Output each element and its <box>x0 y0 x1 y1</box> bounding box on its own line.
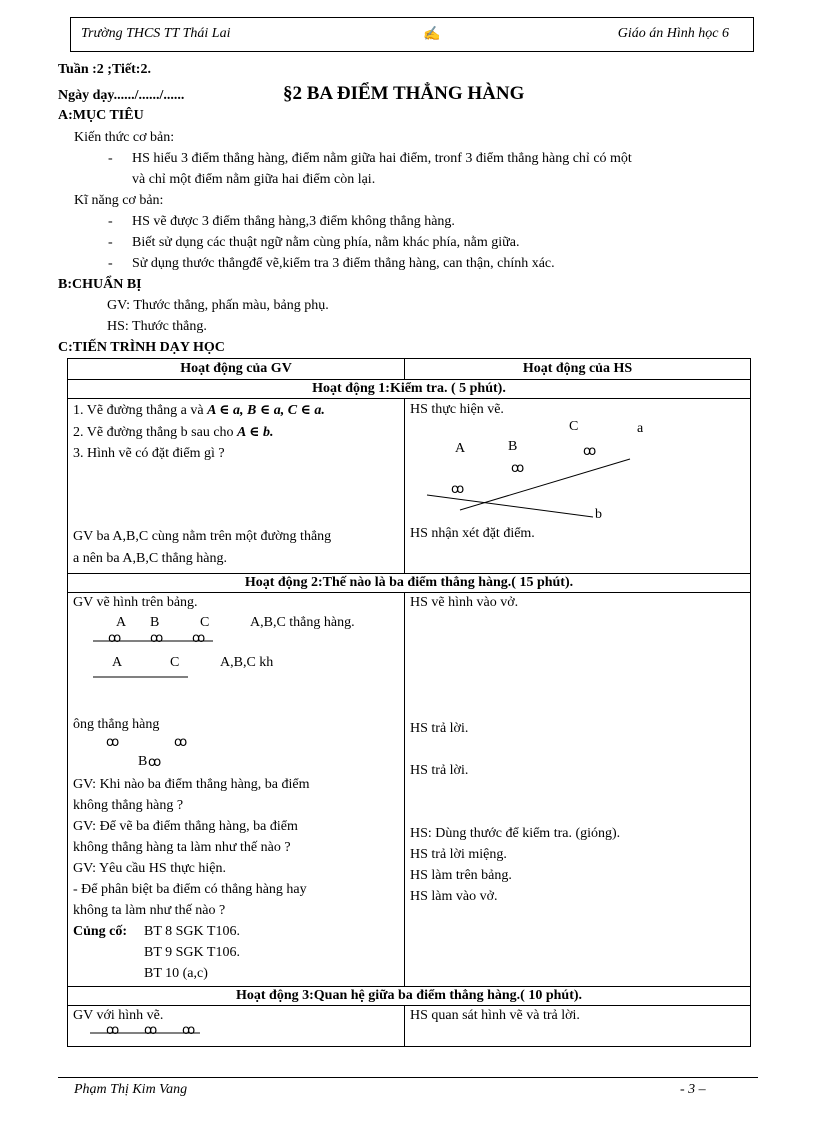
knowledge-item: HS hiểu 3 điểm thẳng hàng, điểm nằm giữa hai điểm, tronf 3 điểm thẳng hàng chỉ có một <box>132 151 632 166</box>
lesson-title: §2 BA ĐIỂM THẲNG HÀNG <box>283 83 525 104</box>
gv-text: GV với hình vẽ. <box>73 1008 164 1023</box>
gv-text: 3. Hình vẽ có đặt điểm gì ? <box>73 446 225 461</box>
point-marker: ꝏ <box>583 444 597 459</box>
point-marker: ꝏ <box>150 631 164 646</box>
point-label: B <box>138 754 148 769</box>
gv-text: a nên ba A,B,C thẳng hàng. <box>73 551 227 566</box>
footer-author: Phạm Thị Kim Vang <box>74 1082 188 1097</box>
activity-3-gv-cell <box>68 1006 405 1047</box>
activity-3-title: Hoạt động 3:Quan hệ giữa ba điểm thẳng hàng.( 10 phút). <box>68 987 751 1006</box>
point-marker: ꝏ <box>511 461 525 476</box>
point-label: B <box>508 439 518 454</box>
gv-text: GV: Yêu cầu HS thực hiện. <box>73 861 226 876</box>
point-label: C <box>200 615 210 630</box>
gv-text: - Để phân biệt ba điểm có thẳng hàng hay <box>73 882 307 897</box>
gv-text: ông thẳng hàng <box>73 717 160 732</box>
point-label: C <box>569 419 579 434</box>
pen-icon: ✍ <box>423 27 441 42</box>
activity-1-gv-cell <box>68 399 405 574</box>
point-marker: ꝏ <box>148 755 162 770</box>
subject-name: Giáo án Hình học 6 <box>617 26 729 41</box>
col-header-hs: Hoạt động của HS <box>405 359 751 380</box>
gv-text: 1. Vẽ đường thẳng a và A ∈ a, B ∈ a, C ∈ a. <box>73 403 325 418</box>
skill-item: Sử dụng thước thẳngđể vẽ,kiểm tra 3 điểm thẳng hàng, can thận, chính xác. <box>132 256 555 271</box>
section-c-heading: C:TIẾN TRÌNH DẠY HỌC <box>58 340 225 355</box>
bullet-dash: - <box>108 151 113 166</box>
point-label: A <box>112 655 123 670</box>
gv-materials: GV: Thước thẳng, phấn màu, bảng phụ. <box>107 298 329 313</box>
school-name: Trường THCS TT Thái Lai <box>81 26 231 41</box>
hs-text: HS quan sát hình vẽ và trả lời. <box>410 1008 580 1023</box>
date-label: Ngày dạy....../....../...... <box>58 88 185 103</box>
hs-text: HS vẽ hình vào vở. <box>410 595 519 610</box>
hs-text: HS trả lời. <box>410 721 469 736</box>
line-label: a <box>637 421 644 436</box>
gv-text: GV: Khi nào ba điểm thẳng hàng, ba điểm <box>73 777 310 792</box>
week-label: Tuần :2 ;Tiết:2. <box>58 62 151 77</box>
footer-rule <box>58 1077 758 1078</box>
line-label: b <box>595 507 602 522</box>
activity-2-title: Hoạt động 2:Thế nào là ba điểm thẳng hàng.( 15 phút). <box>68 574 751 593</box>
hs-text: HS làm trên bảng. <box>410 868 512 883</box>
gv-text: 2. Vẽ đường thẳng b sau cho A ∈ b. <box>73 425 274 440</box>
hs-materials: HS: Thước thẳng. <box>107 319 207 334</box>
activity-1-hs-cell <box>405 399 751 574</box>
gv-text: GV vẽ hình trên bảng. <box>73 595 198 610</box>
point-marker: ꝏ <box>174 735 188 750</box>
activity-1-title: Hoạt động 1:Kiểm tra. ( 5 phút). <box>68 380 751 399</box>
activity-2-hs-cell <box>405 593 751 987</box>
hs-text: HS thực hiện vẽ. <box>410 402 504 417</box>
exercise-item: BT 8 SGK T106. <box>144 924 240 939</box>
figure-note: A,B,C kh <box>220 655 274 670</box>
review-label: Củng cố: <box>73 924 128 939</box>
knowledge-label: Kiến thức cơ bản: <box>74 130 175 145</box>
exercise-item: BT 10 (a,c) <box>144 966 208 981</box>
point-marker: ꝏ <box>108 631 122 646</box>
hs-text: HS nhận xét đặt điểm. <box>410 526 535 541</box>
gv-text: GV ba A,B,C cùng nằm trên một đường thẳng <box>73 529 332 544</box>
section-b-heading: B:CHUẨN BỊ <box>58 277 142 292</box>
skills-label: Kĩ năng cơ bản: <box>74 193 164 208</box>
point-label: A <box>116 615 127 630</box>
hs-text: HS trả lời miệng. <box>410 847 507 862</box>
exercise-item: BT 9 SGK T106. <box>144 945 240 960</box>
page-header <box>70 17 754 52</box>
point-label: A <box>455 441 466 456</box>
col-header-gv: Hoạt động của GV <box>68 359 405 380</box>
lesson-table <box>67 358 751 1047</box>
page-number: - 3 – <box>680 1082 706 1097</box>
figure-note: A,B,C thẳng hàng. <box>250 615 355 630</box>
bullet-dash: - <box>108 214 113 229</box>
point-marker: ꝏ <box>106 735 120 750</box>
gv-text: không ta làm như thế nào ? <box>73 903 226 918</box>
point-label: B <box>150 615 160 630</box>
point-marker: ꝏ <box>144 1023 158 1038</box>
hs-text: HS trả lời. <box>410 763 469 778</box>
bullet-dash: - <box>108 256 113 271</box>
hs-text: HS: Dùng thước để kiểm tra. (gióng). <box>410 826 621 841</box>
activity-3-hs-cell <box>405 1006 751 1047</box>
skill-item: Biết sử dụng các thuật ngữ nằm cùng phía, nằm khác phía, nằm giữa. <box>132 235 520 250</box>
gv-text: không thẳng hàng ? <box>73 798 184 813</box>
section-a-heading: A:MỤC TIÊU <box>58 108 144 123</box>
point-marker: ꝏ <box>451 482 465 497</box>
gv-text: không thẳng hàng ta làm như thế nào ? <box>73 840 291 855</box>
bullet-dash: - <box>108 235 113 250</box>
point-label: C <box>170 655 180 670</box>
hs-text: HS làm vào vở. <box>410 889 498 904</box>
activity-2-gv-cell <box>68 593 405 987</box>
point-marker: ꝏ <box>106 1023 120 1038</box>
skill-item: HS vẽ được 3 điểm thẳng hàng,3 điểm không thẳng hàng. <box>132 214 455 229</box>
point-marker: ꝏ <box>182 1023 196 1038</box>
gv-text: GV: Để vẽ ba điểm thẳng hàng, ba điểm <box>73 819 298 834</box>
knowledge-item-cont: và chỉ một điểm nằm giữa hai điểm còn lại. <box>132 172 376 187</box>
point-marker: ꝏ <box>192 631 206 646</box>
